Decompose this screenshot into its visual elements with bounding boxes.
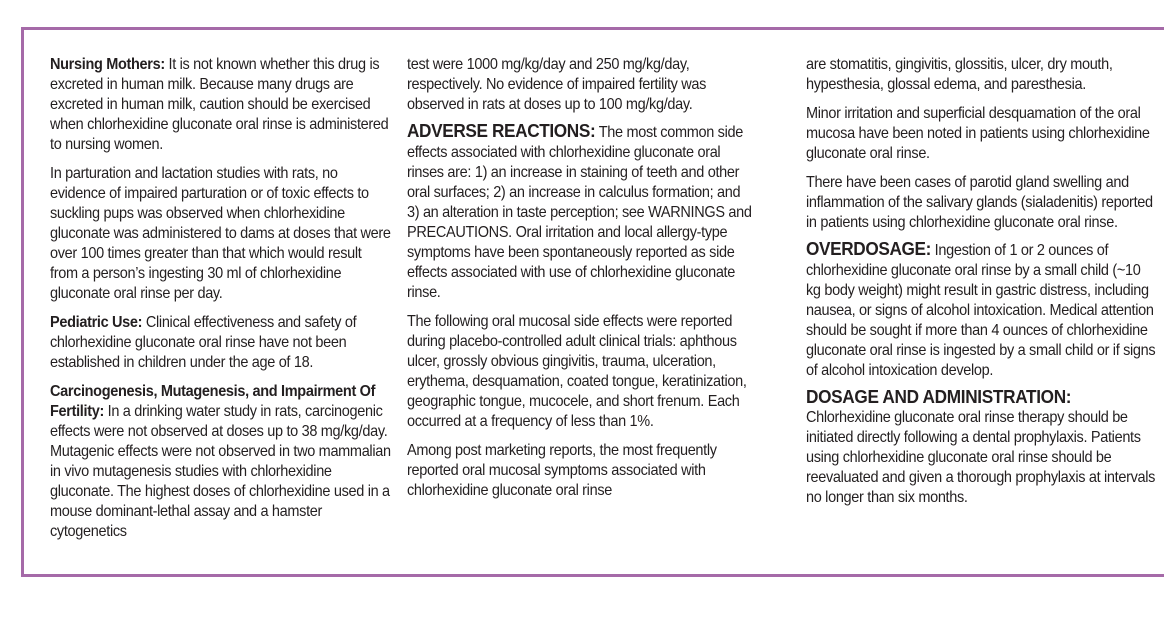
carcinogenesis-heading: Carcinogenesis, Mutagenesis, and Impairment Of Fertility:: [50, 383, 376, 420]
overdosage-heading: OVERDOSAGE:: [806, 238, 931, 259]
pediatric-use-text: Clinical effectiveness and safety of chlorhexidine gluconate oral rinse have not been established in children under the age of 18.: [50, 314, 357, 371]
minor-irritation-paragraph: Minor irritation and superficial desquamation of the oral mucosa have been noted in patients using chlorhexidine gluconate oral rinse.: [806, 105, 1150, 162]
fertility-continued-paragraph: test were 1000 mg/kg/day and 250 mg/kg/day, respectively. No evidence of impaired fertility was observed in rats at doses up to 100 mg/kg/day.: [407, 56, 707, 113]
overdosage-text: Ingestion of 1 or 2 ounces of chlorhexidine gluconate oral rinse by a small child (~10 kg body weight) might result in gastric distress, including nausea, or signs of alcohol intoxication. Medical attention should be sought if more than 4 ounces of chlorhexidine gluconate oral rinse is ingested by a small child or if signs of alcohol intoxication develop.: [806, 242, 1156, 379]
adverse-reactions-text: The most common side effects associated with chlorhexidine gluconate oral rinses are: 1) an increase in staining of teeth and other oral surfaces; 2) an increase in calculus formation; and 3) an alteration in taste perception; see WARNINGS and PRECAUTIONS. Oral irritation and local allergy-type symptoms have been spontaneously reported as side effects associated with use of chlorhexidine gluconate rinse.: [407, 124, 752, 301]
overdosage-paragraph: [806, 239, 1158, 381]
pediatric-use-heading: Pediatric Use:: [50, 314, 143, 331]
mucosal-side-effects-paragraph: The following oral mucosal side effects were reported during placebo-controlled adult clinical trials: aphthous ulcer, grossly obvious gingivitis, trauma, ulceration, erythema, desquamation, coated tongue, keratinization, geographic tongue, mucocele, and short frenum. Each occurred at a frequency of less than 1%.: [407, 313, 747, 430]
adverse-reactions-paragraph: [407, 121, 753, 303]
nursing-mothers-heading: Nursing Mothers:: [50, 56, 165, 73]
carcinogenesis-paragraph: [50, 382, 392, 542]
dosage-administration-text: Chlorhexidine gluconate oral rinse therapy should be initiated directly following a dental prophylaxis. Patients using chlorhexidine gluconate oral rinse should be reevaluated and given a thorough prophylaxis at intervals no longer than six months.: [806, 409, 1156, 506]
pediatric-use-paragraph: [50, 313, 392, 373]
nursing-mothers-text: It is not known whether this drug is excreted in human milk. Because many drugs are excreted in human milk, caution should be exercised when chlorhexidine gluconate oral rinse is administered to nursing women.: [50, 56, 389, 153]
column-1: [50, 55, 392, 551]
carcinogenesis-text: In a drinking water study in rats, carcinogenic effects were not observed at doses up to 38 mg/kg/day. Mutagenic effects were not observed in two mammalian in vivo mutagenesis studies with chlorhexidine gluconate. The highest doses of chlorhexidine used in a mouse dominant-lethal assay and a hamster cytogenetics: [50, 403, 391, 540]
nursing-mothers-paragraph: [50, 55, 392, 155]
post-marketing-paragraph: Among post marketing reports, the most frequently reported oral mucosal symptoms associated with chlorhexidine gluconate oral rinse: [407, 442, 717, 499]
parotid-gland-paragraph: There have been cases of parotid gland swelling and inflammation of the salivary glands (sialadenitis) reported in patients using chlorhexidine gluconate oral rinse.: [806, 174, 1153, 231]
column-2: [407, 55, 753, 510]
adverse-reactions-heading: ADVERSE REACTIONS:: [407, 120, 596, 141]
lactation-studies-paragraph: In parturation and lactation studies with rats, no evidence of impaired parturation or of toxic effects to suckling pups was observed when chlorhexidine gluconate was administered to dams at doses that were over 100 times greater than that which would result from a person’s ingesting 30 ml of chlorhexidine gluconate oral rinse per day.: [50, 165, 391, 302]
dosage-administration-heading: DOSAGE AND ADMINISTRATION:: [806, 386, 1072, 407]
column-3: [806, 55, 1158, 517]
symptoms-continued-paragraph: are stomatitis, gingivitis, glossitis, ulcer, dry mouth, hypesthesia, glossal edema, and paresthesia.: [806, 56, 1113, 93]
